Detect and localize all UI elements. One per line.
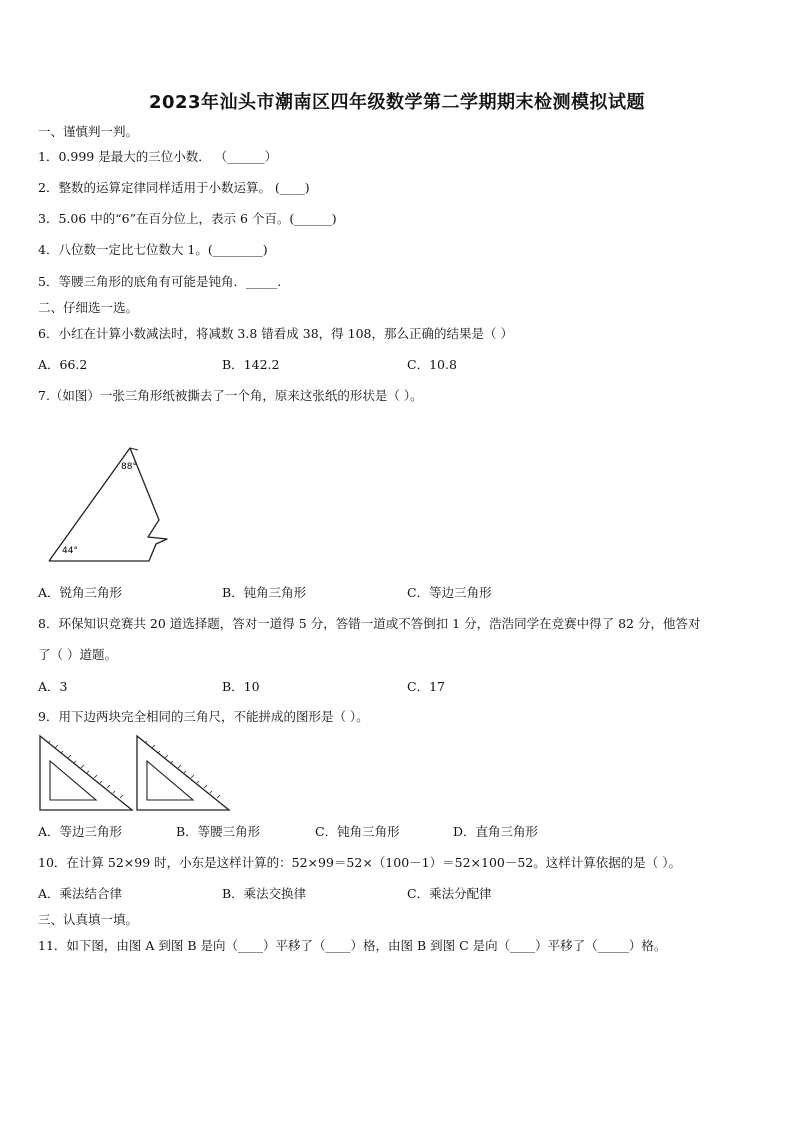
q6-option-c: C．10.8 <box>407 357 457 372</box>
question-11: 11．如下图，由图 A 到图 B 是向（____）平移了（____）格，由图 B 到图 C 是向（____）平移了（_____）格。 <box>38 938 667 953</box>
torn-triangle-outline <box>49 448 167 561</box>
question-6: 6．小红在计算小数减法时，将减数 3.8 错看成 38，得 108，那么正确的结果是（ ） <box>38 326 513 341</box>
q7-option-a: A．锐角三角形 <box>38 585 123 600</box>
q10-option-c: C．乘法分配律 <box>407 886 492 901</box>
question-7: 7.（如图）一张三角形纸被撕去了一个角，原来这张纸的形状是（ ）。 <box>38 388 423 403</box>
q6-option-a: A．66.2 <box>38 357 88 372</box>
q10-option-a: A．乘法结合律 <box>38 886 123 901</box>
question-4: 4．八位数一定比七位数大 1。(________) <box>38 242 268 257</box>
section-heading-judge: 一、谨慎判一判。 <box>38 124 139 139</box>
torn-triangle-figure <box>44 440 176 568</box>
q9-option-a: A．等边三角形 <box>38 824 123 839</box>
q7-option-b: B．钝角三角形 <box>222 585 307 600</box>
question-8-line-1: 8．环保知识竞赛共 20 道选择题，答对一道得 5 分，答错一道或不答倒扣 1 分，浩浩同学在竞赛中得了 82 分，他答对 <box>38 616 701 631</box>
question-8-line-2: 了（ ）道题。 <box>38 647 117 662</box>
set-square-outer <box>137 736 229 810</box>
q8-option-a: A．3 <box>38 679 68 694</box>
set-square-left <box>38 734 134 812</box>
question-3: 3．5.06 中的“6”在百分位上，表示 6 个百。(______) <box>38 211 337 226</box>
angle-label-top: 88° <box>121 462 137 472</box>
question-5: 5．等腰三角形的底角有可能是钝角．_____. <box>38 274 282 289</box>
question-10: 10．在计算 52×99 时，小东是这样计算的：52×99＝52×（100－1）＝52×100－52。这样计算依据的是（ ）。 <box>38 855 681 870</box>
q9-option-c: C．钝角三角形 <box>315 824 400 839</box>
q9-option-d: D．直角三角形 <box>453 824 539 839</box>
q9-option-b: B．等腰三角形 <box>176 824 261 839</box>
question-2: 2．整数的运算定律同样适用于小数运算。 (____) <box>38 180 310 195</box>
q7-option-c: C．等边三角形 <box>407 585 492 600</box>
section-heading-fill: 三、认真填一填。 <box>38 912 139 927</box>
q10-option-b: B．乘法交换律 <box>222 886 307 901</box>
question-9: 9．用下边两块完全相同的三角尺，不能拼成的图形是（ ）。 <box>38 709 369 724</box>
q6-option-b: B．142.2 <box>222 357 280 372</box>
section-heading-choose: 二、仔细选一选。 <box>38 300 139 315</box>
angle-label-left: 44° <box>62 546 78 556</box>
q8-option-b: B．10 <box>222 679 260 694</box>
set-square-outer <box>40 736 132 810</box>
set-square-inner <box>50 761 96 800</box>
question-1: 1．0.999 是最大的三位小数． （______） <box>38 149 278 164</box>
page-title: 2023年汕头市潮南区四年级数学第二学期期末检测模拟试题 <box>148 92 646 113</box>
q8-option-c: C．17 <box>407 679 445 694</box>
set-square-inner <box>147 761 193 800</box>
set-square-right <box>135 734 231 812</box>
